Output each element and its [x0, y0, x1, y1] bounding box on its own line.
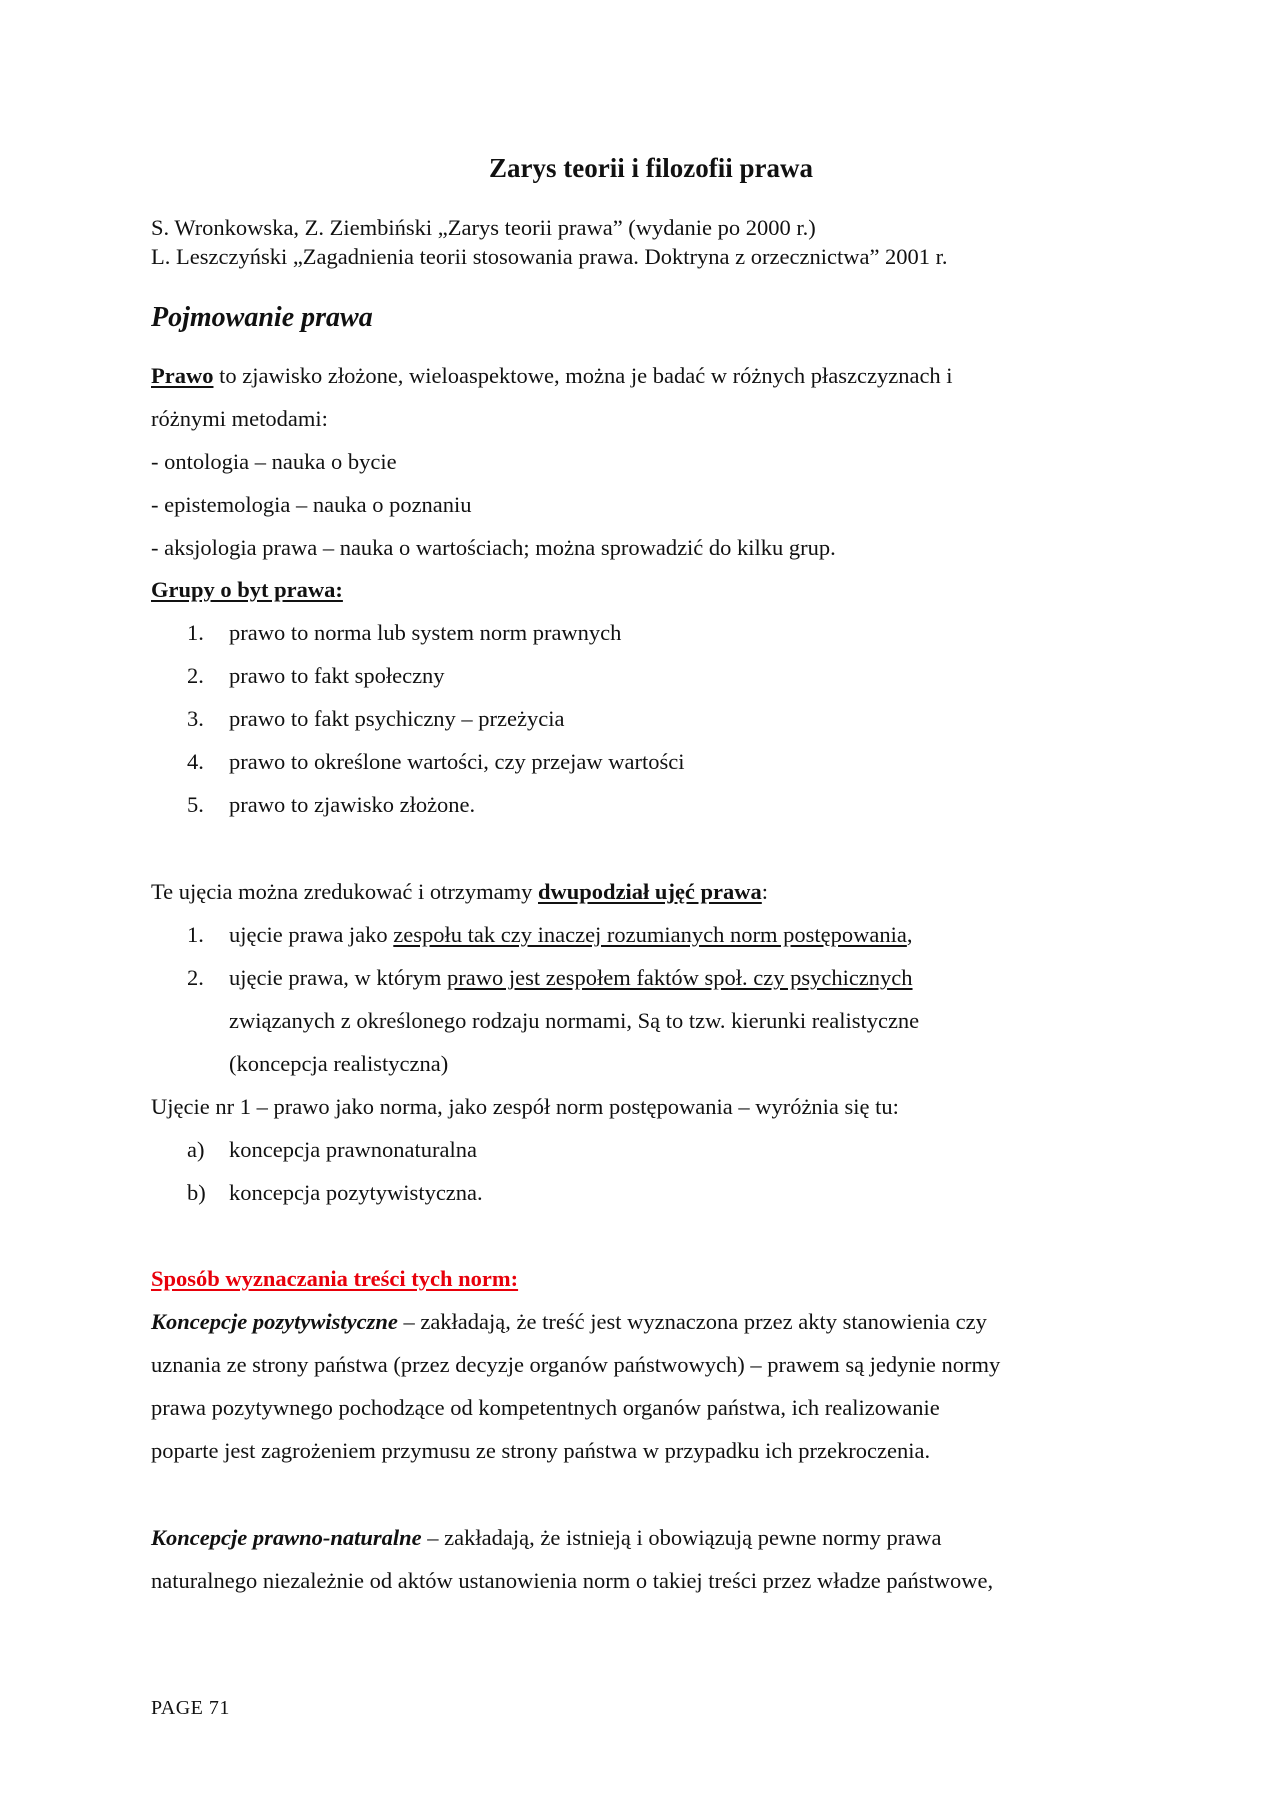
reference-line: L. Leszczyński „Zagadnienia teorii stosowania prawa. Doktryna z orzecznictwa” 2001 r.	[151, 244, 948, 269]
reduction-line: Te ujęcia można zredukować i otrzymamy dwupodział ujęć prawa:	[151, 879, 769, 904]
term-prawo: Prawo	[151, 363, 214, 388]
natural-line: Koncepcje prawno-naturalne – zakładają, że istnieją i obowiązują pewne normy prawa	[151, 1525, 942, 1550]
aspect-item: - aksjologia prawa – nauka o wartościach; można sprowadzić do kilku grup.	[151, 535, 836, 560]
intro-line	[151, 361, 953, 391]
positivist-line: uznania ze strony państwa (przez decyzje organów państwowych) – prawem są jedynie normy	[151, 1352, 1001, 1377]
approach-line: Ujęcie nr 1 – prawo jako norma, jako zespół norm postępowania – wyróżnia się tu:	[151, 1094, 899, 1119]
natural-line: naturalnego niezależnie od aktów ustanowienia norm o takiej treści przez władze państwowe,	[151, 1568, 994, 1593]
dual-division-term: dwupodział ujęć prawa	[538, 879, 762, 904]
list-item-continuation: związanych z określonego rodzaju normami, Są to tzw. kierunki realistyczne	[229, 1008, 920, 1033]
references	[151, 213, 948, 271]
section-heading: Pojmowanie prawa	[151, 302, 373, 333]
list-item-continuation: (koncepcja realistyczna)	[229, 1051, 449, 1076]
reference-line: S. Wronkowska, Z. Ziembiński „Zarys teorii prawa” (wydanie po 2000 r.)	[151, 215, 816, 240]
positivist-line: poparte jest zagrożeniem przymusu ze strony państwa w przypadku ich przekroczenia.	[151, 1438, 931, 1463]
intro-text: to zjawisko złożone, wieloaspektowe, można je badać w różnych płaszczyznach i	[213, 363, 953, 388]
positivist-line: prawa pozytywnego pochodzące od kompetentnych organów państwa, ich realizowanie	[151, 1395, 940, 1420]
natural-term: Koncepcje prawno-naturalne	[151, 1525, 422, 1550]
groups-heading: Grupy o byt prawa:	[151, 577, 343, 602]
aspect-item: - epistemologia – nauka o poznaniu	[151, 492, 472, 517]
intro-line-2: różnymi metodami:	[151, 406, 328, 431]
aspect-item: - ontologia – nauka o bycie	[151, 449, 397, 474]
positivist-line: Koncepcje pozytywistyczne – zakładają, że treść jest wyznaczona przez akty stanowienia czy	[151, 1309, 987, 1334]
document-title: Zarys teorii i filozofii prawa	[489, 153, 813, 183]
positivist-term: Koncepcje pozytywistyczne	[151, 1309, 398, 1334]
method-heading: Sposób wyznaczania treści tych norm:	[151, 1266, 519, 1291]
page-footer: PAGE 71	[151, 1697, 230, 1719]
